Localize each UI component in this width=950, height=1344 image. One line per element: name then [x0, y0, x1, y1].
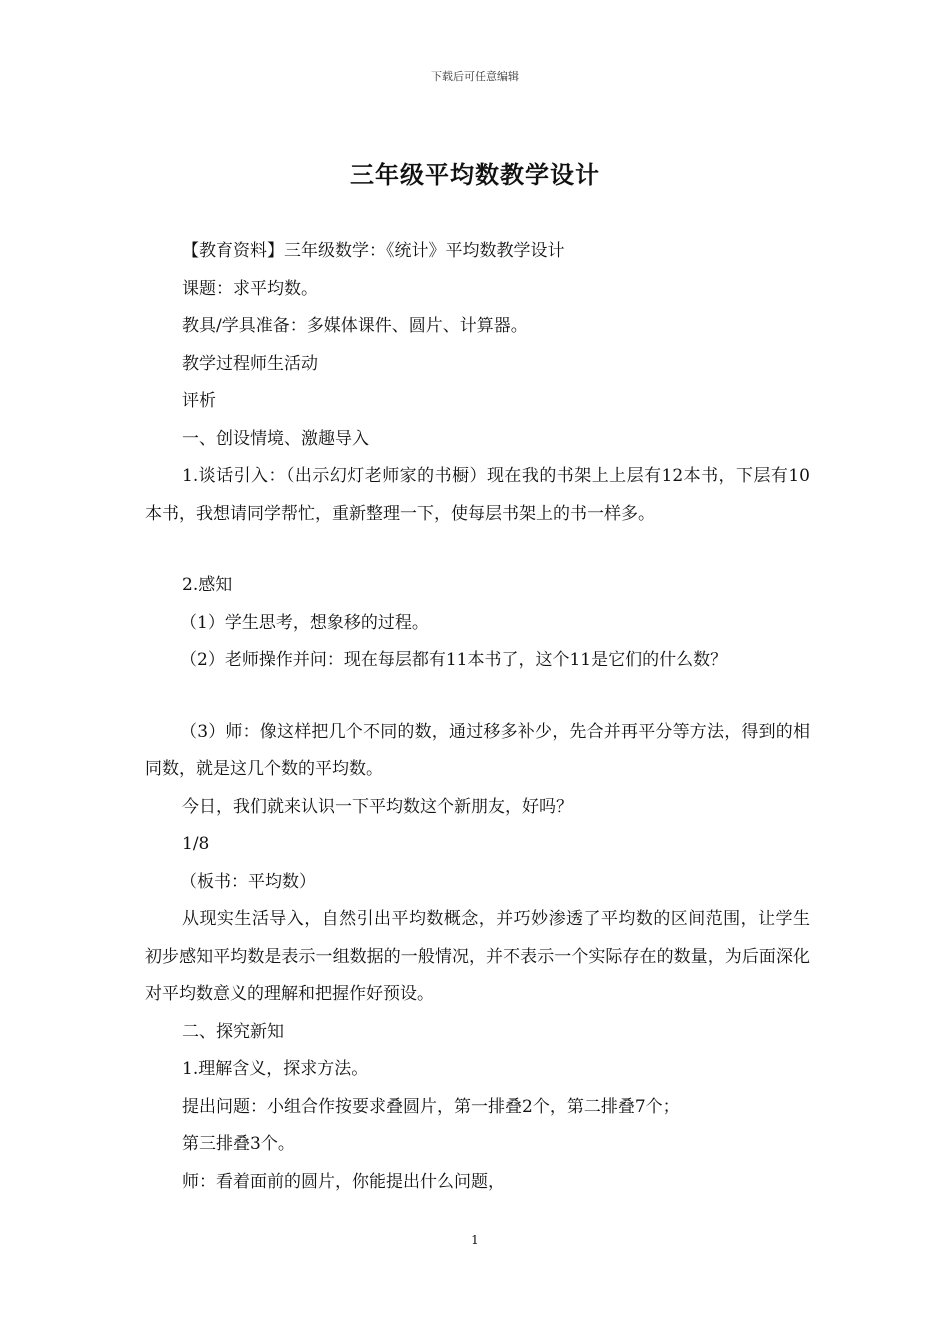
paragraph-understand: 1.理解含义，探求方法。 [182, 1059, 369, 1079]
document-title: 三年级平均数教学设计 [350, 160, 600, 189]
paragraph-comment-heading: 评析 [182, 391, 216, 411]
section-heading-explore: 二、探究新知 [182, 1021, 284, 1042]
paragraph-fraction: 1/8 [182, 834, 210, 854]
page-number: 1 [471, 1233, 479, 1247]
paragraph-step-2: （2）老师操作并问：现在每层都有11本书了，这个11是它们的什么数？ [180, 650, 728, 670]
paragraph-materials: 教具/学具准备：多媒体课件、圆片、计算器。 [182, 316, 528, 336]
section-heading-intro: 一、创设情境、激趣导入 [182, 428, 369, 449]
paragraph-third-row: 第三排叠3个。 [182, 1134, 295, 1154]
paragraph-step-3: （3）师：像这样把几个不同的数，通过移多补少，先合并再平分等方法，得到的相同数，就是这几个数的平均数。 [145, 721, 810, 779]
paragraph-teacher-ask: 师：看着面前的圆片，你能提出什么问题， [182, 1171, 505, 1192]
paragraph-source: 【教育资料】三年级数学：《统计》平均数教学设计 [182, 241, 565, 261]
paragraph-commentary: 从现实生活导入，自然引出平均数概念，并巧妙渗透了平均数的区间范围，让学生初步感知平均数是表示一组数据的一般情况，并不表示一个实际存在的数量，为后面深化对平均数意义的理解和把握作好预设。 [145, 909, 810, 1004]
paragraph-talk-intro: 1.谈话引入：（出示幻灯老师家的书橱）现在我的书架上上层有12本书，下层有10本书，我想请同学帮忙，重新整理一下，使每层书架上的书一样多。 [145, 466, 810, 524]
document-body [145, 233, 810, 1201]
paragraph-topic: 课题：求平均数。 [182, 278, 318, 299]
paragraph-step-1: （1）学生思考，想象移的过程。 [180, 612, 429, 633]
paragraph-perceive: 2.感知 [182, 575, 233, 595]
paragraph-gap [145, 533, 810, 567]
paragraph-gap [145, 680, 810, 714]
paragraph-question: 提出问题：小组合作按要求叠圆片，第一排叠2个，第二排叠7个； [182, 1096, 680, 1117]
paragraph-today: 今日，我们就来认识一下平均数这个新朋友，好吗？ [182, 796, 573, 817]
paragraph-process-heading: 教学过程师生活动 [182, 353, 318, 374]
paragraph-board-writing: （板书：平均数） [180, 871, 316, 892]
header-note: 下载后可任意编辑 [431, 70, 519, 83]
